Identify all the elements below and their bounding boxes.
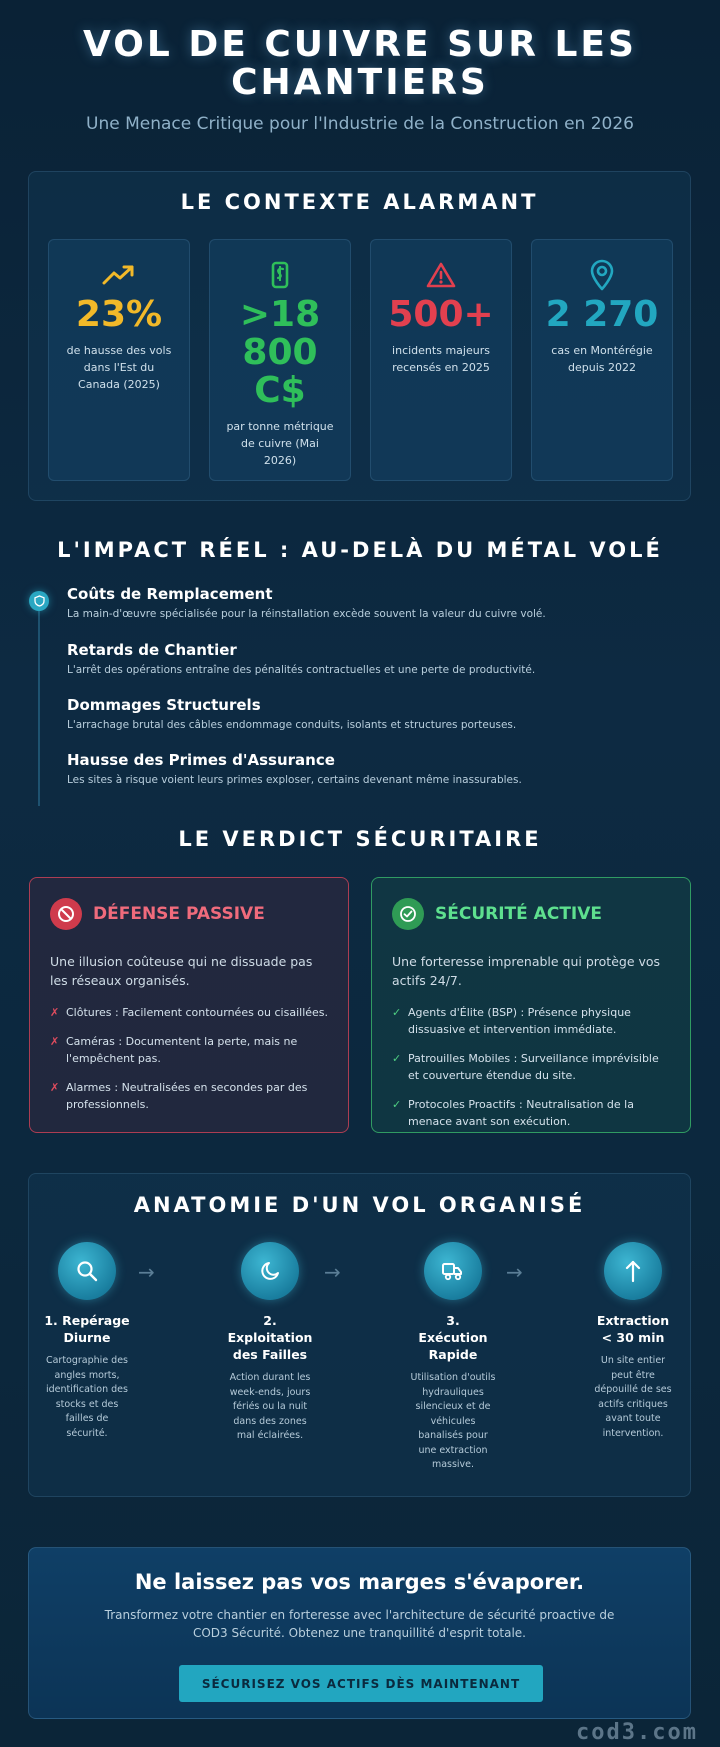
list-item: ✗ Alarmes : Neutralisées en secondes par des professionnels. (50, 1081, 308, 1111)
search-icon (58, 1242, 116, 1300)
stat-value: >18 800 C$ (239, 294, 321, 411)
impact-title: L'IMPACT RÉEL : AU-DELÀ DU MÉTAL VOLÉ (57, 538, 663, 562)
cta-text: Transformez votre chantier en forteresse avec l'architecture de sécurité proactive de COD3 Sécurité. Obtenez une tranquillité d'esprit totale. (104, 1608, 615, 1640)
step-title: 3. Exécution Rapide (418, 1313, 488, 1362)
list-item: ✗ Clôtures : Facilement contournées ou cisaillées. (50, 1006, 329, 1019)
page-subtitle: Une Menace Critique pour l'Industrie de la Construction en 2026 (86, 114, 634, 134)
cta-section (28, 1547, 691, 1719)
stat-label: incidents majeurs recensés en 2025 (392, 344, 490, 374)
context-section (28, 171, 691, 501)
passive-defense-card (29, 877, 349, 1133)
impact-item-title: Dommages Structurels (67, 696, 261, 714)
step-text: Utilisation d'outils hydrauliques silencieux et de véhicules banalisés pour une extraction massive. (410, 1372, 496, 1470)
active-security-card (371, 877, 691, 1133)
stat-card (48, 239, 190, 481)
impact-item-text: Les sites à risque voient leurs primes exploser, certains devenant même inassurables. (67, 774, 522, 786)
stat-value: 500+ (388, 294, 494, 335)
arrow-right-icon: → (324, 1260, 341, 1284)
list-item: ✓ Agents d'Élite (BSP) : Présence physique dissuasive et intervention immédiate. (392, 1006, 631, 1036)
cross-icon: ✗ (50, 1035, 60, 1048)
list-item: ✓ Protocoles Proactifs : Neutralisation de la menace avant son exécution. (392, 1098, 634, 1128)
step-title: 2. Exploitation des Failles (227, 1313, 313, 1362)
trending-up-icon (49, 260, 189, 290)
check-icon: ✓ (392, 1006, 402, 1019)
step-card (410, 1242, 496, 1473)
stats-row (48, 239, 673, 481)
stat-label: par tonne métrique de cuivre (Mai 2026) (226, 420, 334, 467)
anatomy-title: ANATOMIE D'UN VOL ORGANISÉ (133, 1193, 586, 1217)
verdict-title: LE VERDICT SÉCURITAIRE (178, 827, 542, 851)
cross-icon: ✗ (50, 1081, 60, 1094)
check-icon: ✓ (392, 1098, 402, 1111)
step-text: Action durant les week-ends, jours fériés ou la nuit dans des zones mal éclairées. (229, 1372, 311, 1441)
impact-item-title: Coûts de Remplacement (67, 585, 273, 603)
banknote-icon (210, 260, 350, 290)
step-card (44, 1242, 130, 1441)
arrow-right-icon: → (138, 1260, 155, 1284)
arrow-up-icon (604, 1242, 662, 1300)
timeline-line (38, 601, 40, 806)
passive-defense-description: Une illusion coûteuse qui ne dissuade pas les réseaux organisés. (50, 954, 313, 988)
stat-label: cas en Montérégie depuis 2022 (551, 344, 653, 374)
impact-item-text: La main-d'œuvre spécialisée pour la réinstallation excède souvent la valeur du cuivre volé. (67, 608, 546, 620)
stat-value: 2 270 (545, 294, 659, 335)
watermark: cod3.com (576, 1720, 698, 1745)
context-title: LE CONTEXTE ALARMANT (180, 190, 539, 214)
stat-value: 23% (75, 294, 163, 335)
impact-item (67, 751, 522, 786)
hero-header (0, 26, 720, 134)
stat-card (209, 239, 351, 481)
step-text: Cartographie des angles morts, identification des stocks et des failles de sécurité. (45, 1355, 129, 1439)
arrow-right-icon: → (506, 1260, 523, 1284)
page-title: VOL DE CUIVRE SUR LES CHANTIERS (83, 24, 637, 103)
moon-icon (241, 1242, 299, 1300)
secure-assets-button[interactable]: SÉCURISEZ VOS ACTIFS DÈS MAINTENANT (179, 1665, 543, 1702)
impact-item-text: L'arrêt des opérations entraîne des pénalités contractuelles et une perte de productivité. (67, 664, 536, 676)
stat-card (370, 239, 512, 481)
impact-item-text: L'arrachage brutal des câbles endommage conduits, isolants et structures porteuses. (67, 719, 517, 731)
active-security-description: Une forteresse imprenable qui protège vos actifs 24/7. (392, 954, 661, 988)
step-title: 1. Repérage Diurne (44, 1313, 130, 1345)
impact-item (67, 585, 546, 620)
prohibited-icon (50, 898, 82, 930)
anatomy-section (28, 1173, 691, 1497)
list-item: ✓ Patrouilles Mobiles : Surveillance imprévisible et couverture étendue du site. (392, 1052, 659, 1082)
stat-card (531, 239, 673, 481)
step-title: Extraction < 30 min (596, 1313, 670, 1345)
active-security-title: SÉCURITÉ ACTIVE (435, 904, 603, 924)
list-item: ✗ Caméras : Documentent la perte, mais ne l'empêchent pas. (50, 1035, 298, 1065)
impact-item-title: Retards de Chantier (67, 641, 237, 659)
step-text: Un site entier peut être dépouillé de ses actifs critiques avant toute intervention. (594, 1355, 672, 1439)
step-card (227, 1242, 313, 1444)
cta-title: Ne laissez pas vos marges s'évaporer. (134, 1570, 585, 1594)
impact-item (67, 696, 516, 731)
impact-item-title: Hausse des Primes d'Assurance (67, 751, 335, 769)
check-icon: ✓ (392, 1052, 402, 1065)
truck-icon (424, 1242, 482, 1300)
shield-icon (29, 591, 49, 611)
passive-defense-list (50, 1004, 328, 1113)
active-security-list (392, 1004, 670, 1130)
check-circle-icon (392, 898, 424, 930)
map-pin-icon (532, 260, 672, 290)
cross-icon: ✗ (50, 1006, 60, 1019)
passive-defense-title: DÉFENSE PASSIVE (93, 904, 265, 924)
impact-item (67, 641, 535, 676)
step-card (590, 1242, 676, 1441)
stat-label: de hausse des vols dans l'Est du Canada (2025) (66, 344, 172, 391)
warning-icon (371, 260, 511, 290)
